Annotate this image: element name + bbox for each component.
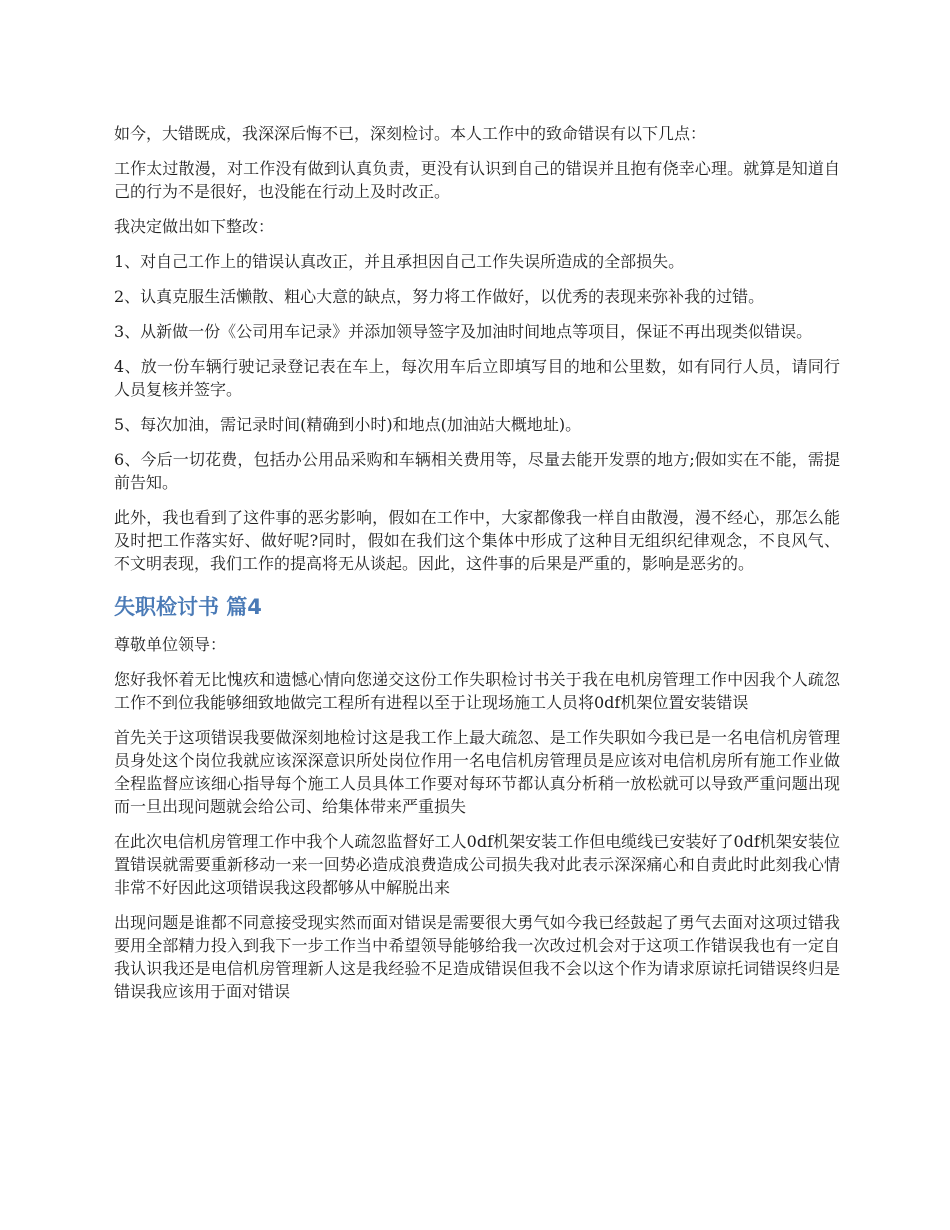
paragraph-reflection: 首先关于这项错误我要做深刻地检讨这是我工作上最大疏忽、是工作失职如今我已是一名电信机房管理员身处这个岗位我就应该深深意识所处岗位作用一名电信机房管理员是应该对电信机房所有施工作业做全程监督应该细心指导每个施工人员具体工作要对每环节都认真分析稍一放松就可以导致严重问题出现而一旦出现问题就会给公司、给集体带来严重损失 — [114, 728, 840, 816]
paragraph-commitment: 出现问题是谁都不同意接受现实然而面对错误是需要很大勇气如今我已经鼓起了勇气去面对这项过错我要用全部精力投入到我下一步工作当中希望领导能够给我一次改过机会对于这项工作错误我也有一定自我认识我还是电信机房管理新人这是我经验不足造成错误但我不会以这个作为请求原谅托词错误终归是错误我应该用于面对错误 — [114, 913, 840, 1001]
list-item-5: 5、每次加油，需记录时间(精确到小时)和地点(加油站大概地址)。 — [114, 415, 582, 434]
list-item-3: 3、从新做一份《公司用车记录》并添加领导签字及加油时间地点等项目，保证不再出现类似错误。 — [114, 322, 813, 341]
salutation: 尊敬单位领导： — [114, 635, 227, 654]
list-item-1: 1、对自己工作上的错误认真改正，并且承担因自己工作失误所造成的全部损失。 — [114, 252, 685, 271]
list-item-4: 4、放一份车辆行驶记录登记表在车上，每次用车后立即填写目的地和公里数，如有同行人员，请同行人员复核并签字。 — [114, 357, 840, 399]
paragraph-rectify-intro: 我决定做出如下整改： — [114, 217, 275, 236]
paragraph-incident: 在此次电信机房管理工作中我个人疏忽监督好工人0df机架安装工作但电缆线已安装好了0df机架安装位置错误就需要重新移动一来一回势必造成浪费造成公司损失我对此表示深深痛心和自责此时此刻我心情非常不好因此这项错误我这段都够从中解脱出来 — [114, 832, 840, 897]
list-item-6: 6、今后一切花费，包括办公用品采购和车辆相关费用等，尽量去能开发票的地方;假如实在不能，需提前告知。 — [114, 450, 840, 492]
paragraph-intro: 您好我怀着无比愧疚和遗憾心情向您递交这份工作失职检讨书关于我在电机房管理工作中因我个人疏忽工作不到位我能够细致地做完工程所有进程以至于让现场施工人员将0df机架位置安装错误 — [114, 670, 840, 712]
paragraph-mistake: 工作太过散漫，对工作没有做到认真负责，更没有认识到自己的错误并且抱有侥幸心理。就算是知道自己的行为不是很好，也没能在行动上及时改正。 — [114, 159, 840, 201]
section-heading: 失职检讨书 篇4 — [114, 595, 262, 619]
list-item-2: 2、认真克服生活懒散、粗心大意的缺点，努力将工作做好，以优秀的表现来弥补我的过错。 — [114, 287, 765, 306]
paragraph-regret: 如今，大错既成，我深深后悔不已，深刻检讨。本人工作中的致命错误有以下几点： — [114, 124, 707, 143]
document-page — [114, 122, 840, 1015]
paragraph-impact: 此外，我也看到了这件事的恶劣影响，假如在工作中，大家都像我一样自由散漫，漫不经心，那怎么能及时把工作落实好、做好呢?同时，假如在我们这个集体中形成了这种目无组织纪律观念，不良风气、不文明表现，我们工作的提高将无从谈起。因此，这件事的后果是严重的，影响是恶劣的。 — [114, 508, 840, 573]
